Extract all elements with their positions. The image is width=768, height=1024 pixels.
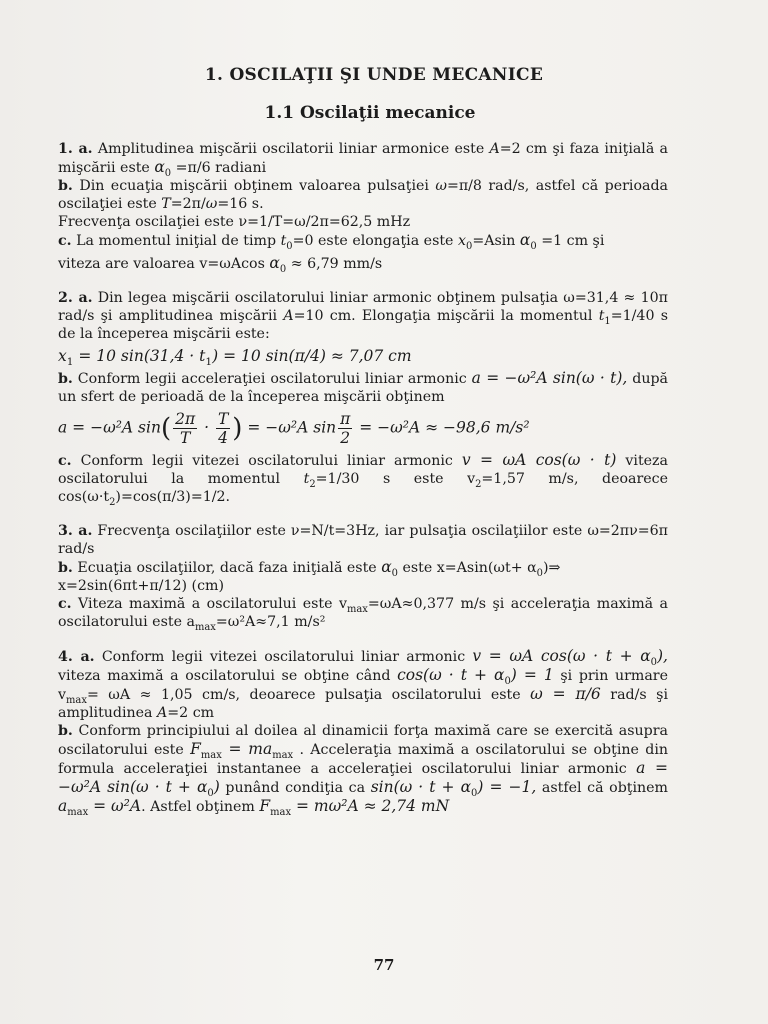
problem-2-part-b: b. Conform legii acceleraţiei oscilatorului liniar armonic a = −ω²A sin(ω · t), după un sfert de perioadă de la începerea mişcării obţinem [58, 369, 669, 405]
problem-2 [58, 289, 668, 506]
problem-1-part-c: c. La momentul iniţial de timp $t_0=0$ este elongaţia este $x_0=Asin$ $\alpha_0 =1$ cm şi [58, 231, 605, 252]
problem-3-part-a: 3. a. Frecvenţa oscilaţiilor este ν=N/t=3Hz, iar pulsaţia oscilaţiilor este ω=2πν=6π rad/s [58, 523, 668, 557]
problem-3-equation: x=2sin(6πt+π/12) (cm) [58, 578, 225, 594]
fraction: $\frac{2\pi}{T}$ [175, 410, 196, 447]
problem-1-part-b: b. Din ecuaţia mişcării obţinem valoarea pulsaţiei ω=π/8 rad/s, astfel că perioada oscilaţiei este T=2π/ω=16 s. [58, 178, 668, 212]
fraction: $\frac{\pi}{2}$ [340, 410, 351, 447]
page-number: 77 [373, 956, 395, 974]
problem-1-part-c-velocity: viteza are valoarea v=ωAcos $\alpha_0 \approx 6,79$ mm/s [58, 254, 383, 275]
fraction: $\frac{T}{4}$ [217, 410, 229, 447]
problem-2-elongation-equation: $x_1 = 10$ $\sin(31,4 \cdot t_1) = 10$ sin(π/4) ≈ 7,07 cm [58, 347, 412, 368]
problem-2-part-a: 2. a. Din legea mişcării oscilatorului liniar armonic obţinem pulsaţia ω=31,4 ≈ 10π rad/s şi amplitudinea mişcării A=10 cm. Elongaţia mişcării la momentul $t_1=1/40$ s de la începerea mişcării este: [58, 290, 669, 342]
problem-2-part-c: c. Conform legii vitezei oscilatorului liniar armonic v = ωA cos(ω · t) viteza oscilatorului la momentul $t_2=1/30$ s este $v_2=1,57$ m/s, deoarece $\cos(\omega\cdot t_2)=\cos(\pi/3)=1/2$. [58, 451, 668, 508]
problem-4-part-a: 4. a. Conform legii vitezei oscilatorului liniar armonic v = ωA $\cos(\omega \cdot t + \alpha_0)$, viteza maximă a oscilatorului se obţine când $\cos(\omega \cdot t + \alpha_0) = 1$ şi prin urmare $v_{max}= \omega A \approx 1,05$ cm/s, deoarece pulsaţia oscilatorului este ω = π/6 rad/s şi amplitudinea A=2 cm [58, 647, 668, 721]
page-content [58, 60, 668, 816]
problem-4 [58, 647, 668, 816]
problem-3-part-c: c. Viteza maximă a oscilatorului este $v_{max}=\omega A\approx 0,377$ m/s şi acceleraţia maximă a oscilatorului este $a_{max}=\omega^2A\approx 7,1$ m/s² [58, 596, 668, 633]
section-title: 1.1 Oscilaţii mecanice [264, 103, 476, 123]
problem-4-part-b: b. Conform principiului al doilea al dinamicii forţa maximă care se exercită asupra oscilatorului este $F_{max} = ma_{max}$ . Acceleraţia maximă a oscilatorului se obţine din formula acceleraţiei instantanee a acceleraţiei oscilatorului liniar armonic a = −ω²A $\sin(\omega \cdot t + \alpha_0)$ punând condiţia ca $\sin(\omega \cdot t + \alpha_0) = -1$, astfel că obţinem $a_{max} = \omega^2A$. Astfel obţinem $F_{max} = m\omega^2A \approx 2,74$ mN [58, 723, 669, 818]
problem-1-frequency: Frecvenţa oscilaţiei este ν=1/T=ω/2π=62,5 mHz [58, 214, 411, 230]
chapter-title: 1. OSCILAŢII ŞI UNDE MECANICE [204, 65, 544, 85]
problem-1 [58, 140, 668, 273]
problem-3-part-b: b. Ecuaţia oscilaţiilor, dacă faza iniţială este $\alpha_0$ este $x=Asin(\omega t+ \alpha_0)\Rightarrow$ [58, 558, 561, 579]
problem-3 [58, 522, 668, 631]
problem-1-part-a: 1. a. Amplitudinea mişcării oscilatorii liniar armonice este A=2 cm şi faza iniţială a mişcării este $\alpha_0 =\pi/6$ radiani [58, 141, 668, 179]
problem-2-acceleration-equation: a = −ω²A sin( $\frac{2\pi}{T}$ · $\frac{T}{4}$ ) = −ω²A sin $\frac{\pi}{2}$ = −ω²A ≈ −98,6 m/s² [58, 410, 530, 447]
